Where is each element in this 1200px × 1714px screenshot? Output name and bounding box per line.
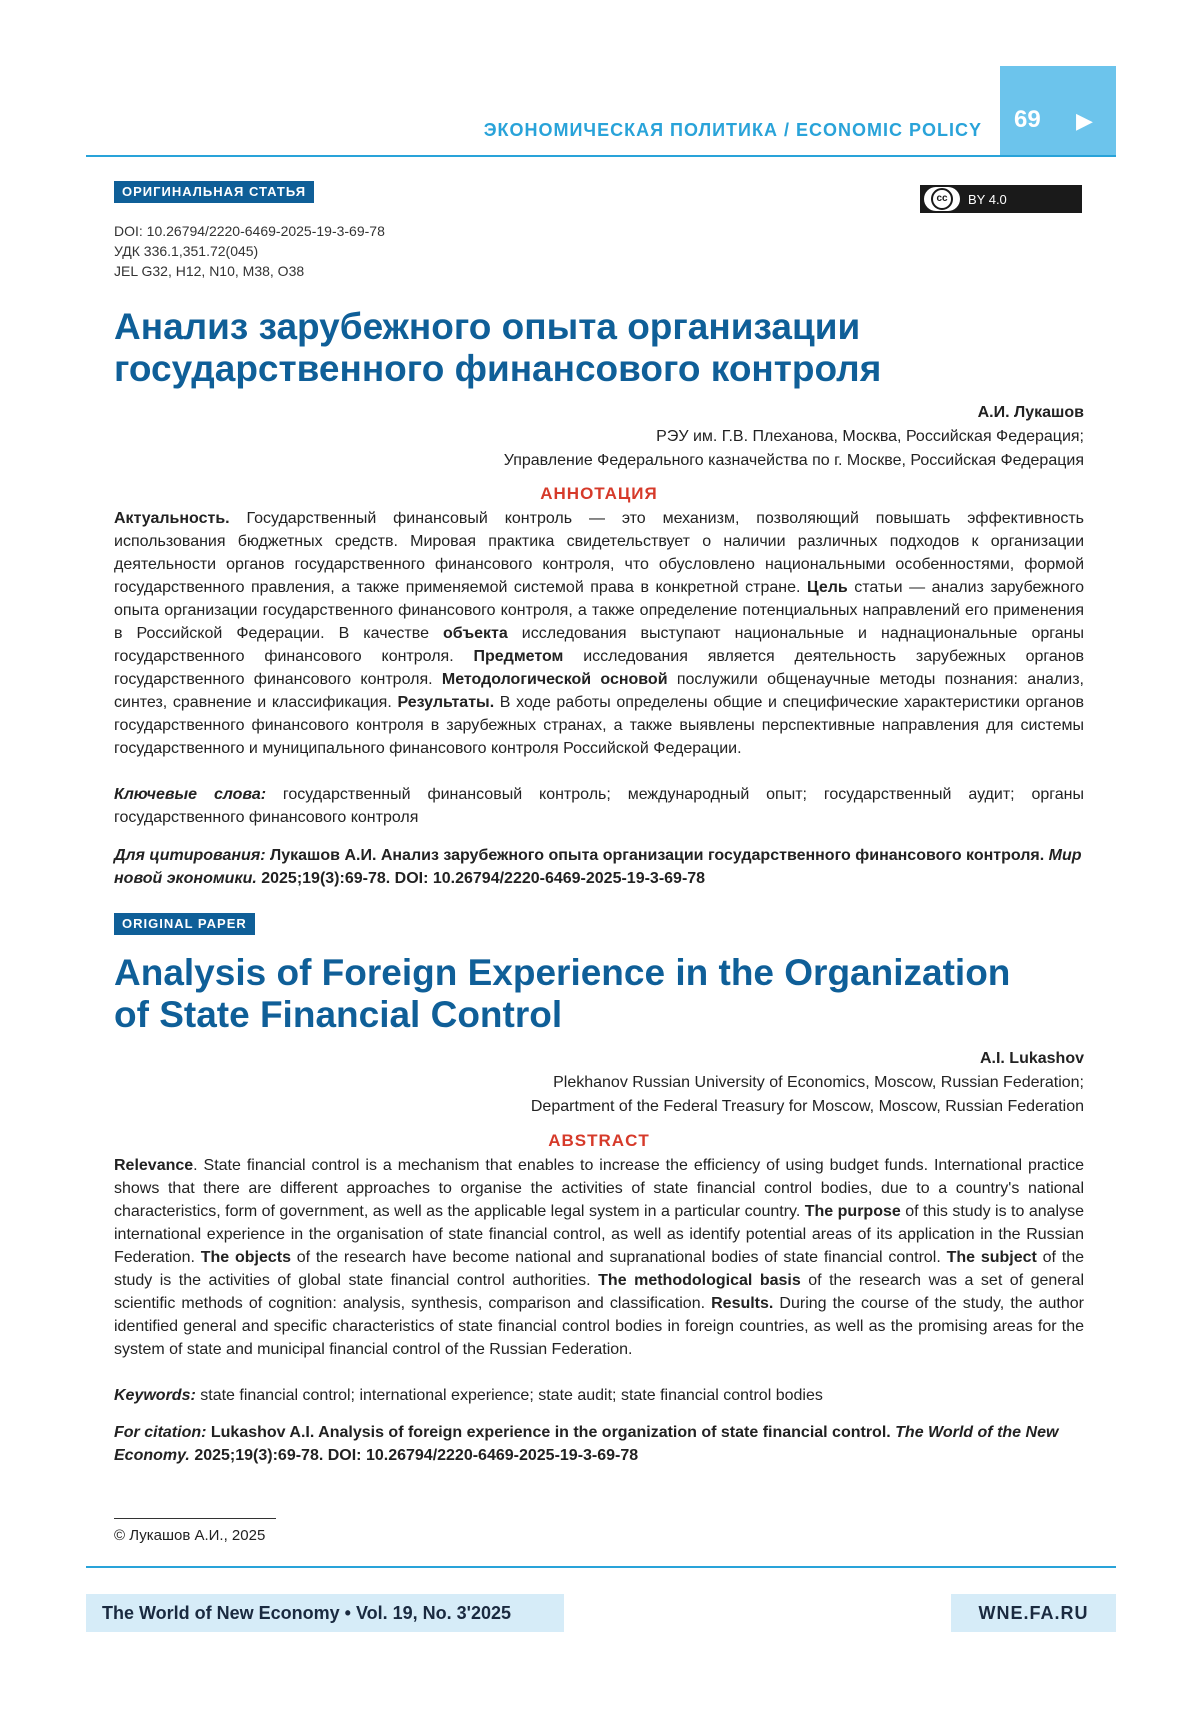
doi: DOI: 10.26794/2220-6469-2025-19-3-69-78 [114, 223, 385, 239]
footer-site-link[interactable]: WNE.FA.RU [951, 1594, 1116, 1632]
article-type-tag-ru: ОРИГИНАЛЬНАЯ СТАТЬЯ [114, 181, 314, 203]
abstract-text-ru: Актуальность. Государственный финансовый контроль — это механизм, позволяющий повышать эффективность использования бюджетных средств. Мировая практика свидетельствует о наличии различных подходов к организации деятельности органов государственного финансового контроля, что обусловлено национальными особенностями, формой государственного правления, а также применяемой системой права в конкретной стране. Цель статьи — анализ зарубежного опыта организации государственного финансового контроля, а также определение потенциальных направлений его применения в Российской Федерации. В качестве объекта исследования выступают национальные и наднациональные органы государственного финансового контроля. Предметом исследования является деятельность зарубежных органов государственного финансового контроля. Методологической основой послужили общенаучные методы познания: анализ, синтез, сравнение и классификация. Результаты. В ходе работы определены общие и специфические характеристики органов государственного финансового контроля в зарубежных странах, а также выявлены перспективные направления для системы государственного и муниципального финансового контроля Российской Федерации. [114, 510, 1085, 757]
section-title: ЭКОНОМИЧЕСКАЯ ПОЛИТИКА / ECONOMIC POLICY [483, 120, 982, 140]
author-block-ru [300, 401, 1084, 473]
author-name: A.I. Lukashov [979, 1050, 1084, 1067]
footer-journal: The World of New Economy • Vol. 19, No. 3'2025 [86, 1594, 564, 1632]
author-block-en [300, 1047, 1084, 1119]
header-divider [86, 155, 1116, 157]
affiliation-1: РЭУ им. Г.В. Плеханова, Москва, Российская Федерация; [656, 428, 1084, 445]
affiliation-2: Department of the Federal Treasury for Moscow, Moscow, Russian Federation [530, 1098, 1084, 1115]
keywords-ru: Ключевые слова: государственный финансовый контроль; международный опыт; государственный аудит; органы государственного финансового контроля [114, 786, 1085, 826]
footer-divider [86, 1566, 1116, 1568]
affiliation-2: Управление Федерального казначейства по г. Москве, Российская Федерация [503, 452, 1084, 469]
article-title-ru: Анализ зарубежного опыта организации государственного финансового контроля [114, 306, 882, 389]
page-number: 69 [1014, 106, 1041, 133]
author-name: А.И. Лукашов [977, 404, 1084, 421]
copyright-footnote: © Лукашов А.И., 2025 [114, 1527, 266, 1544]
page-number-box [1000, 66, 1116, 155]
abstract-heading-en: ABSTRACT [548, 1131, 650, 1150]
arrow-right-icon: ▶ [1076, 108, 1093, 133]
citation-en: For citation: Lukashov A.I. Analysis of foreign experience in the organization of state financial control. The World of the New Economy. 2025;19(3):69-78. DOI: 10.26794/2220-6469-2025-19-3-69-78 [114, 1424, 1059, 1464]
affiliation-1: Plekhanov Russian University of Economics, Moscow, Russian Federation; [553, 1074, 1084, 1091]
jel-codes: JEL G32, H12, N10, M38, O38 [114, 263, 305, 279]
license-badge[interactable] [920, 185, 1082, 213]
article-type-tag-en: ORIGINAL PAPER [114, 913, 255, 935]
creative-commons-icon: cc [924, 187, 960, 211]
udk: УДК 336.1,351.72(045) [114, 243, 259, 259]
article-meta [114, 221, 385, 281]
abstract-heading-ru: АННОТАЦИЯ [540, 484, 658, 503]
article-title-en: Analysis of Foreign Experience in the Organization of State Financial Control [114, 952, 1011, 1035]
abstract-text-en: Relevance. State financial control is a mechanism that enables to increase the efficiency of using budget funds. International practice shows that there are different approaches to organise the activities of state financial control bodies, due to a country's national characteristics, form of government, as well as the applicable legal system in a particular country. The purpose of this study is to analyse international experience in the organisation of state financial control, as well as identify potential areas of its application in the Russian Federation. The objects of the research have become national and supranational bodies of state financial control. The subject of the study is the activities of global state financial control authorities. The methodological basis of the research was a set of general scientific methods of cognition: analysis, synthesis, comparison and classification. Results. During the course of the study, the author identified general and specific characteristics of state financial control bodies in foreign countries, as well as the promising areas for the system of state and municipal financial control of the Russian Federation. [114, 1157, 1085, 1358]
license-label: BY 4.0 [968, 191, 1007, 207]
citation-ru: Для цитирования: Лукашов А.И. Анализ зарубежного опыта организации государственного финансового контроля. Мир новой экономики. 2025;19(3):69-78. DOI: 10.26794/2220-6469-2025-19-3-69-78 [114, 847, 1082, 887]
keywords-en: Keywords: state financial control; international experience; state audit; state financial control bodies [114, 1387, 823, 1404]
footnote-divider [114, 1518, 276, 1519]
